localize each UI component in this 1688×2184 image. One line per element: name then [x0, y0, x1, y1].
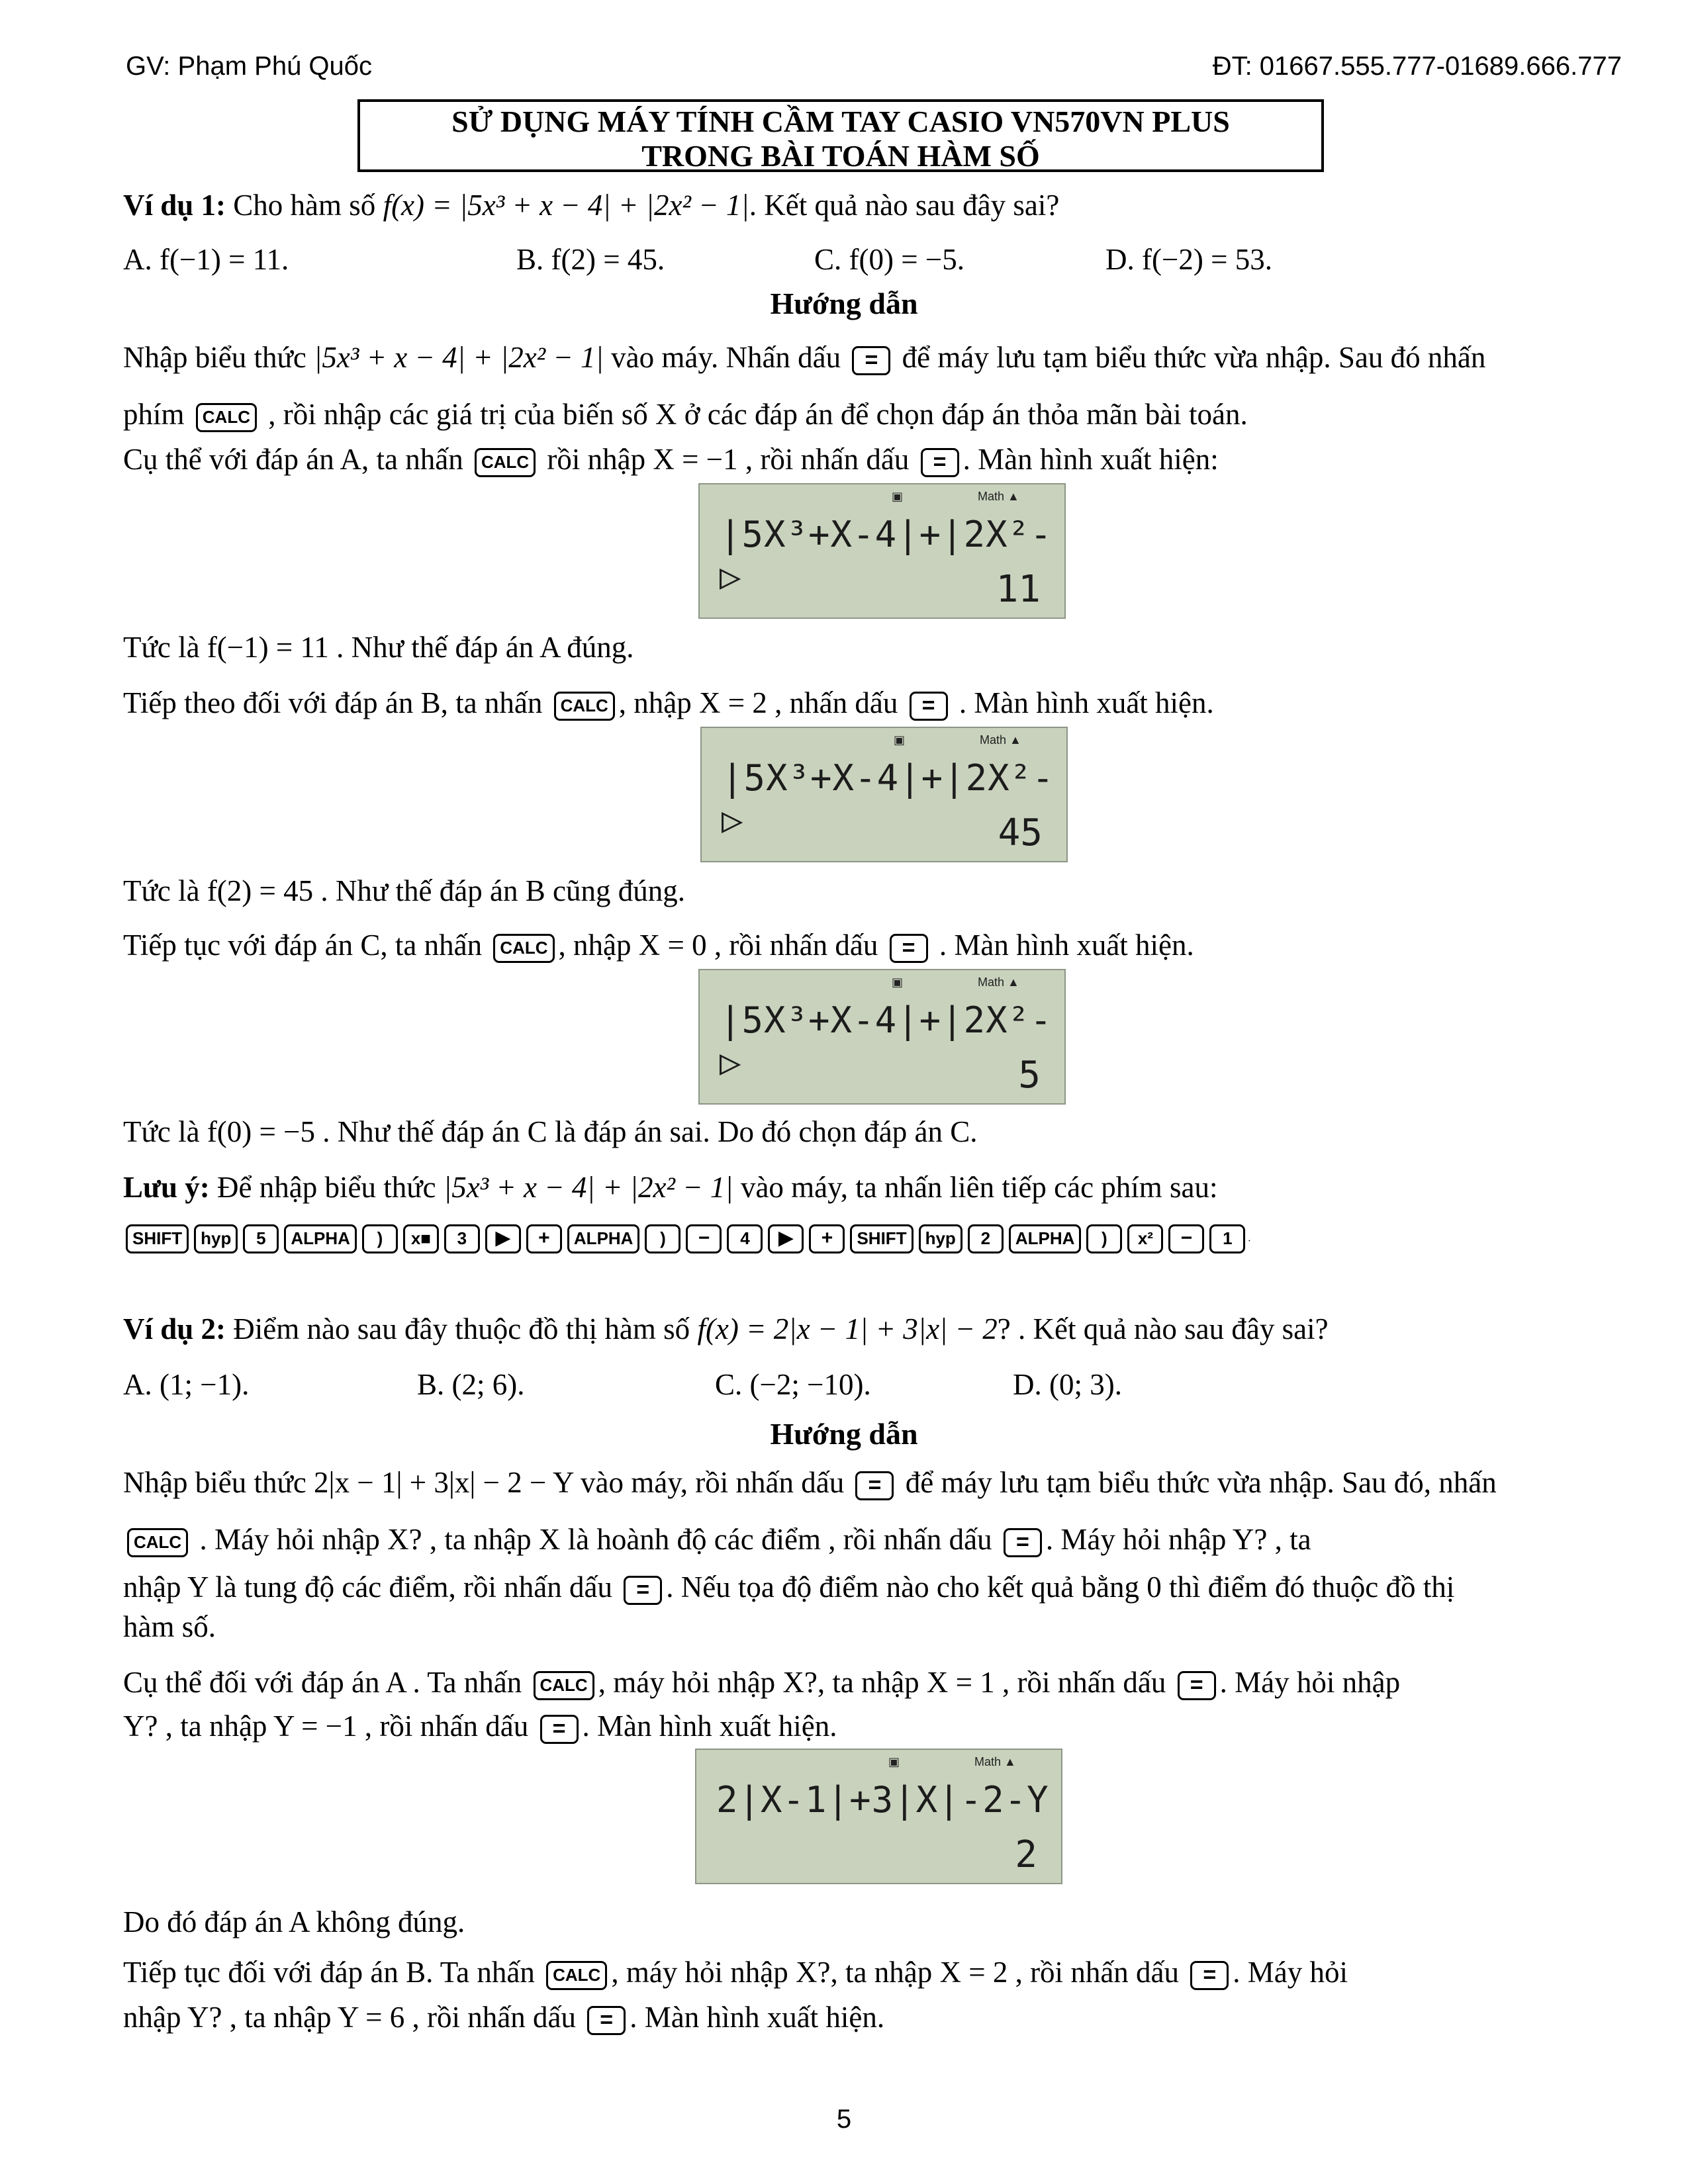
calc-key: CALC — [127, 1528, 188, 1557]
screen-indicator-math: Math ▲ — [980, 733, 1021, 747]
title-box — [357, 99, 1324, 172]
ex1-guide-title: Hướng dẫn — [770, 287, 918, 320]
ex1-option-c: C. f(0) = −5. — [814, 243, 964, 276]
ex1-a-conclusion: Tức là f(−1) = 11 . Như thế đáp án A đúng. — [123, 631, 634, 664]
ex2-para-2: CALC . Máy hỏi nhập X? , ta nhập X là hoành độ các điểm , rồi nhấn dấu = . Máy hỏi nhập Y? , ta — [123, 1521, 1311, 1558]
screen-result: 2 — [1015, 1833, 1037, 1876]
equals-key: = — [1178, 1671, 1216, 1700]
calculator-screen-ex1-b — [700, 727, 1068, 862]
ex2-b-step: Tiếp tục đối với đáp án B. Ta nhấn CALC , máy hỏi nhập X?, ta nhập X = 2 , rồi nhấn dấu = . Máy hỏi — [123, 1956, 1348, 1989]
calc-key: CALC — [546, 1961, 607, 1990]
ex2-option-b: B. (2; 6). — [417, 1368, 525, 1401]
screen-result: 45 — [998, 811, 1043, 854]
screen-expression: |5X³+X-4|+|2X²-▷ — [720, 999, 1053, 1083]
screen-indicator-box: ▣ — [892, 490, 904, 503]
screen-result: 11 — [996, 568, 1041, 611]
ex2-a-conclusion: Do đó đáp án A không đúng. — [123, 1905, 465, 1938]
ex2-b-step-2: nhập Y? , ta nhập Y = 6 , rồi nhấn dấu = . Màn hình xuất hiện. — [123, 2001, 885, 2034]
ex2-para-1: Nhập biểu thức 2|x − 1| + 3|x| − 2 − Y vào máy, rồi nhấn dấu = để máy lưu tạm biểu thức vừa nhập. Sau đó, nhấn — [123, 1466, 1497, 1499]
page-number: 5 — [836, 2105, 852, 2134]
equals-key: = — [890, 934, 928, 963]
ex1-stem-pre: Cho hàm số — [226, 189, 383, 222]
calc-key: CALC — [534, 1671, 594, 1700]
screen-indicator-math: Math ▲ — [978, 976, 1019, 989]
equals-key: = — [540, 1715, 579, 1744]
ex1-note: Lưu ý: Để nhập biểu thức |5x³ + x − 4| + |2x² − 1| vào máy, ta nhấn liên tiếp các phím sau: — [123, 1171, 1218, 1204]
key-1: 1 — [1209, 1224, 1245, 1253]
ex2-a-step: Cụ thể đối với đáp án A . Ta nhấn CALC , máy hỏi nhập X?, ta nhập X = 1 , rồi nhấn dấu = . Máy hỏi nhập — [123, 1666, 1401, 1699]
screen-expression: |5X³+X-4|+|2X²-▷ — [720, 514, 1053, 597]
ex1-b-conclusion: Tức là f(2) = 45 . Như thế đáp án B cũng đúng. — [123, 874, 685, 907]
ex1-c-conclusion: Tức là f(0) = −5 . Như thế đáp án C là đáp án sai. Do đó chọn đáp án C. — [123, 1115, 978, 1148]
screen-indicator-math: Math ▲ — [974, 1755, 1016, 1768]
calc-key: CALC — [554, 692, 615, 721]
ex1-func: f(x) = |5x³ + x − 4| + |2x² − 1| — [383, 189, 749, 222]
equals-key: = — [921, 448, 959, 477]
equals-key: = — [852, 346, 890, 375]
alpha-key: ALPHA — [284, 1224, 357, 1253]
ex1-para-2: phím CALC , rồi nhập các giá trị của biến số X ở các đáp án để chọn đáp án thỏa mãn bài toán. — [123, 398, 1248, 431]
plus-key: + — [526, 1224, 562, 1253]
ex2-option-d: D. (0; 3). — [1013, 1368, 1122, 1401]
equals-key: = — [1004, 1528, 1042, 1557]
key-2: 2 — [968, 1224, 1004, 1253]
equals-key: = — [587, 2006, 626, 2035]
ex1-para-3: Cụ thể với đáp án A, ta nhấn CALC rồi nhập X = −1 , rồi nhấn dấu = . Màn hình xuất hiện: — [123, 443, 1219, 476]
power-key: x■ — [403, 1224, 439, 1253]
header-phone: ĐT: 01667.555.777-01689.666.777 — [1212, 52, 1622, 81]
minus-key: − — [1168, 1224, 1204, 1253]
hyp-key: hyp — [194, 1224, 238, 1253]
alpha-key: ALPHA — [567, 1224, 640, 1253]
screen-indicator-box: ▣ — [888, 1755, 900, 1768]
screen-indicator-math: Math ▲ — [978, 490, 1019, 503]
note-expr: |5x³ + x − 4| + |2x² − 1| — [443, 1171, 733, 1204]
shift-key: SHIFT — [850, 1224, 913, 1253]
key-4: 4 — [727, 1224, 763, 1253]
ex1-label: Ví dụ 1: — [123, 189, 226, 222]
close-paren-key: ) — [645, 1224, 680, 1253]
close-paren-key: ) — [362, 1224, 398, 1253]
calculator-screen-ex1-a — [698, 483, 1066, 619]
title-line-1: SỬ DỤNG MÁY TÍNH CẦM TAY CASIO VN570VN PLUS — [451, 105, 1230, 138]
calc-key: CALC — [196, 403, 257, 432]
shift-key: SHIFT — [126, 1224, 189, 1253]
ex1-option-d: D. f(−2) = 53. — [1105, 243, 1272, 276]
key-5: 5 — [243, 1224, 279, 1253]
screen-expression: 2|X-1|+3|X|-2-Y — [716, 1779, 1049, 1821]
screen-result: 5 — [1018, 1054, 1041, 1097]
alpha-key: ALPHA — [1009, 1224, 1082, 1253]
ex1-option-a: A. f(−1) = 11. — [123, 243, 289, 276]
right-arrow-key: ▶ — [485, 1224, 521, 1253]
equals-key: = — [910, 692, 948, 721]
calc-key: CALC — [475, 448, 536, 477]
ex1-c-step: Tiếp tục với đáp án C, ta nhấn CALC , nhập X = 0 , rồi nhấn dấu = . Màn hình xuất hiện. — [123, 929, 1194, 962]
ex2-a-step-2: Y? , ta nhập Y = −1 , rồi nhấn dấu = . Màn hình xuất hiện. — [123, 1709, 837, 1743]
equals-key: = — [1190, 1961, 1229, 1990]
hyp-key: hyp — [919, 1224, 962, 1253]
ex1-option-b: B. f(2) = 45. — [516, 243, 665, 276]
screen-indicator-box: ▣ — [892, 976, 904, 989]
ex2-guide-title: Hướng dẫn — [770, 1417, 918, 1451]
ex2-para-3: nhập Y là tung độ các điểm, rồi nhấn dấu = . Nếu tọa độ điểm nào cho kết quả bằng 0 thì điểm đó thuộc đồ thị — [123, 1570, 1455, 1604]
key-sequence: SHIFT hyp 5 ALPHA ) x■ 3 ▶ + ALPHA ) − 4 ▶ + SHIFT hyp 2 ALPHA ) x² − 1 . — [123, 1224, 1250, 1253]
ex2-func: f(x) = 2|x − 1| + 3|x| − 2 — [697, 1312, 998, 1345]
ex2-para-4: hàm số. — [123, 1610, 216, 1643]
title-line-2: TRONG BÀI TOÁN HÀM SỐ — [641, 139, 1040, 173]
ex1-para-1: Nhập biểu thức |5x³ + x − 4| + |2x² − 1| vào máy. Nhấn dấu = để máy lưu tạm biểu thức vừa nhập. Sau đó nhấn — [123, 341, 1486, 374]
square-key: x² — [1127, 1224, 1163, 1253]
screen-expression: |5X³+X-4|+|2X²-▷ — [722, 757, 1055, 841]
ex2-option-c: C. (−2; −10). — [715, 1368, 871, 1401]
plus-key: + — [809, 1224, 845, 1253]
ex1-b-step: Tiếp theo đối với đáp án B, ta nhấn CALC , nhập X = 2 , nhấn dấu = . Màn hình xuất hiện. — [123, 686, 1214, 719]
equals-key: = — [624, 1576, 662, 1605]
note-label: Lưu ý: — [123, 1171, 210, 1204]
close-paren-key: ) — [1086, 1224, 1122, 1253]
ex2-stem: Ví dụ 2: Điểm nào sau đây thuộc đồ thị hàm số f(x) = 2|x − 1| + 3|x| − 2? . Kết quả nào sau đây sai? — [123, 1312, 1329, 1345]
minus-key: − — [686, 1224, 722, 1253]
right-arrow-key: ▶ — [768, 1224, 804, 1253]
ex2-label: Ví dụ 2: — [123, 1312, 226, 1345]
screen-indicator-box: ▣ — [894, 733, 906, 747]
header-teacher: GV: Phạm Phú Quốc — [126, 52, 373, 81]
key-3: 3 — [444, 1224, 480, 1253]
ex1-stem — [123, 187, 1059, 224]
equals-key: = — [855, 1471, 894, 1500]
ex2-option-a: A. (1; −1). — [123, 1368, 250, 1401]
calculator-screen-ex1-c — [698, 969, 1066, 1105]
calculator-screen-ex2-a — [695, 1749, 1062, 1884]
calc-key: CALC — [493, 934, 554, 963]
ex1-expr: |5x³ + x − 4| + |2x² − 1| — [314, 341, 604, 374]
ex1-stem-post: . Kết quả nào sau đây sai? — [749, 189, 1060, 222]
